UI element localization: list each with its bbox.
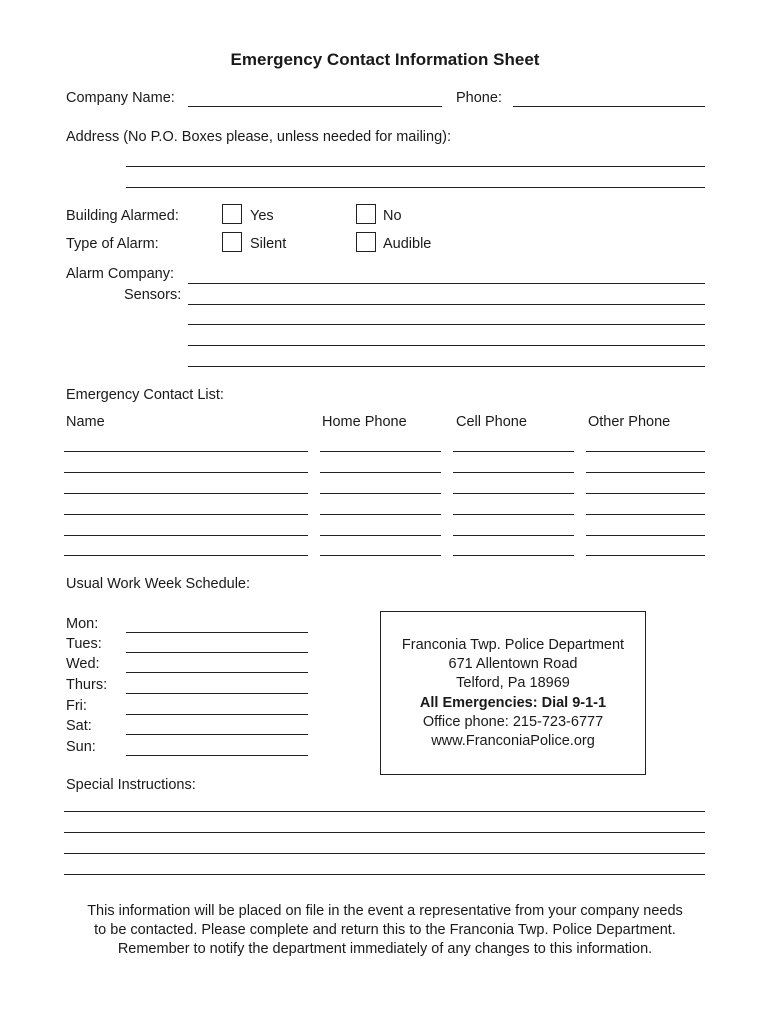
column-header-cell-phone: Cell Phone <box>456 414 527 430</box>
contact-other-phone-field[interactable] <box>586 535 705 536</box>
contact-home-phone-field[interactable] <box>320 514 441 515</box>
day-label-sun: Sun: <box>66 739 96 755</box>
police-info-box <box>380 611 646 775</box>
address-label: Address (No P.O. Boxes please, unless needed for mailing): <box>66 129 451 145</box>
schedule-field-sun[interactable] <box>126 755 308 756</box>
special-instructions-line-2[interactable] <box>64 832 705 833</box>
police-website: www.FranconiaPolice.org <box>431 733 595 749</box>
police-street-address: 671 Allentown Road <box>448 656 578 672</box>
contact-other-phone-field[interactable] <box>586 493 705 494</box>
contact-home-phone-field[interactable] <box>320 493 441 494</box>
schedule-field-thurs[interactable] <box>126 693 308 694</box>
day-label-mon: Mon: <box>66 616 99 632</box>
contact-name-field[interactable] <box>64 493 308 494</box>
sensors-field-line-3[interactable] <box>188 345 705 346</box>
contact-cell-phone-field[interactable] <box>453 493 574 494</box>
alarm-type-label: Type of Alarm: <box>66 236 159 252</box>
emergency-number: All Emergencies: Dial 9-1-1 <box>419 695 607 711</box>
sensors-field-line-4[interactable] <box>188 366 705 367</box>
contact-name-field[interactable] <box>64 451 308 452</box>
footer-line-3: Remember to notify the department immediately of any changes to this information. <box>117 941 653 957</box>
contact-name-field[interactable] <box>64 514 308 515</box>
building-alarmed-label: Building Alarmed: <box>66 208 179 224</box>
alarmed-no-checkbox[interactable] <box>356 204 376 224</box>
contact-cell-phone-field[interactable] <box>453 472 574 473</box>
schedule-field-wed[interactable] <box>126 672 308 673</box>
contact-other-phone-field[interactable] <box>586 555 705 556</box>
contact-other-phone-field[interactable] <box>586 472 705 473</box>
alarm-audible-checkbox[interactable] <box>356 232 376 252</box>
phone-field[interactable] <box>513 106 705 107</box>
contact-home-phone-field[interactable] <box>320 451 441 452</box>
sensors-field-line-1[interactable] <box>188 304 705 305</box>
alarmed-yes-checkbox[interactable] <box>222 204 242 224</box>
column-header-home-phone: Home Phone <box>322 414 407 430</box>
contact-other-phone-field[interactable] <box>586 451 705 452</box>
police-department-name: Franconia Twp. Police Department <box>401 637 625 653</box>
day-label-sat: Sat: <box>66 718 92 734</box>
contact-other-phone-field[interactable] <box>586 514 705 515</box>
contact-home-phone-field[interactable] <box>320 555 441 556</box>
address-field-line-2[interactable] <box>126 187 705 188</box>
contact-cell-phone-field[interactable] <box>453 535 574 536</box>
contact-cell-phone-field[interactable] <box>453 451 574 452</box>
footer-line-1: This information will be placed on file in the event a representative from your company needs <box>87 903 683 919</box>
footer-line-2: to be contacted. Please complete and return this to the Franconia Twp. Police Department. <box>94 922 676 938</box>
contact-name-field[interactable] <box>64 535 308 536</box>
contact-name-field[interactable] <box>64 472 308 473</box>
special-instructions-line-3[interactable] <box>64 853 705 854</box>
contact-cell-phone-field[interactable] <box>453 514 574 515</box>
contact-list-heading: Emergency Contact List: <box>66 387 224 403</box>
schedule-field-tues[interactable] <box>126 652 308 653</box>
special-instructions-line-4[interactable] <box>64 874 705 875</box>
page-title: Emergency Contact Information Sheet <box>230 50 540 69</box>
day-label-thurs: Thurs: <box>66 677 108 693</box>
contact-name-field[interactable] <box>64 555 308 556</box>
alarm-audible-label: Audible <box>383 236 432 252</box>
special-instructions-label: Special Instructions: <box>66 777 196 793</box>
alarmed-yes-label: Yes <box>250 208 274 224</box>
special-instructions-line-1[interactable] <box>64 811 705 812</box>
contact-home-phone-field[interactable] <box>320 535 441 536</box>
contact-cell-phone-field[interactable] <box>453 555 574 556</box>
alarm-silent-label: Silent <box>250 236 287 252</box>
sensors-field-line-2[interactable] <box>188 324 705 325</box>
day-label-tues: Tues: <box>66 636 102 652</box>
company-name-field[interactable] <box>188 106 442 107</box>
police-office-phone: Office phone: 215-723-6777 <box>422 714 604 730</box>
contact-home-phone-field[interactable] <box>320 472 441 473</box>
alarm-silent-checkbox[interactable] <box>222 232 242 252</box>
alarm-company-label: Alarm Company: <box>66 266 174 282</box>
phone-label: Phone: <box>456 90 502 106</box>
sensors-label: Sensors: <box>124 287 182 303</box>
address-field-line-1[interactable] <box>126 166 705 167</box>
company-name-label: Company Name: <box>66 90 175 106</box>
schedule-field-sat[interactable] <box>126 734 308 735</box>
schedule-field-mon[interactable] <box>126 632 308 633</box>
schedule-field-fri[interactable] <box>126 714 308 715</box>
alarmed-no-label: No <box>383 208 402 224</box>
schedule-heading: Usual Work Week Schedule: <box>66 576 251 592</box>
day-label-wed: Wed: <box>66 656 100 672</box>
police-city-state-zip: Telford, Pa 18969 <box>456 675 570 691</box>
day-label-fri: Fri: <box>66 698 87 714</box>
alarm-company-field[interactable] <box>188 283 705 284</box>
column-header-other-phone: Other Phone <box>588 414 671 430</box>
column-header-name: Name <box>66 414 105 430</box>
